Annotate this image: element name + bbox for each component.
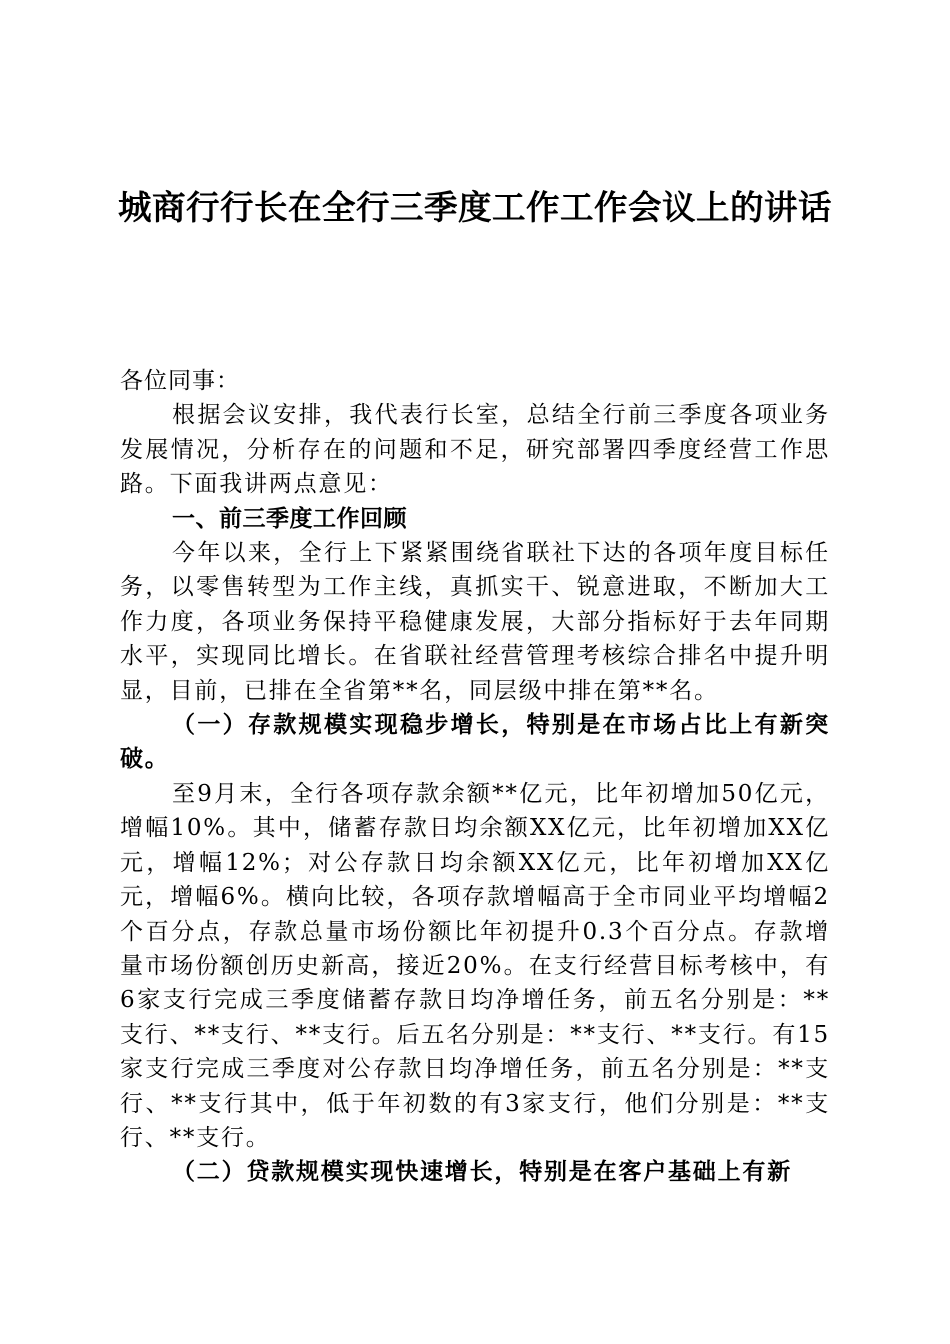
section-1-paragraph: 今年以来，全行上下紧紧围绕省联社下达的各项年度目标任务，以零售转型为工作主线，真抓实干、锐意进取，不断加大工作力度，各项业务保持平稳健康发展，大部分指标好于去年同期水平，实现同比增长。在省联社经营管理考核综合排名中提升明显，目前，已排在全省第**名，同层级中排在第**名。	[120, 540, 830, 704]
salutation: 各位同事：	[120, 368, 240, 394]
document-body	[120, 364, 830, 1190]
section-heading-1: 一、前三季度工作回顾	[172, 505, 407, 532]
intro-paragraph: 根据会议安排，我代表行长室，总结全行前三季度各项业务发展情况，分析存在的问题和不足，研究部署四季度经营工作思路。下面我讲两点意见：	[120, 402, 830, 498]
document-title: 城商行行长在全行三季度工作工作会议上的讲话	[118, 188, 832, 227]
subsection-1-paragraph: 至9月末，全行各项存款余额**亿元，比年初增加50亿元，增幅10%。其中，储蓄存款日均余额XX亿元，比年初增加XX亿元，增幅12%；对公存款日均余额XX亿元，比年初增加XX亿元，增幅6%。横向比较，各项存款增幅高于全市同业平均增幅2个百分点，存款总量市场份额比年初提升0.3个百分点。存款增量市场份额创历史新高，接近20%。在支行经营目标考核中，有6家支行完成三季度储蓄存款日均净增任务，前五名分别是：**支行、**支行、**支行。后五名分别是：**支行、**支行。有15家支行完成三季度对公存款日均净增任务，前五名分别是：**支行、**支行其中，低于年初数的有3家支行，他们分别是：**支行、**支行。	[120, 780, 830, 1151]
subsection-heading-1: （一）存款规模实现稳步增长，特别是在市场占比上有新突破。	[120, 711, 830, 773]
subsection-heading-2: （二）贷款规模实现快速增长，特别是在客户基础上有新	[172, 1158, 792, 1186]
